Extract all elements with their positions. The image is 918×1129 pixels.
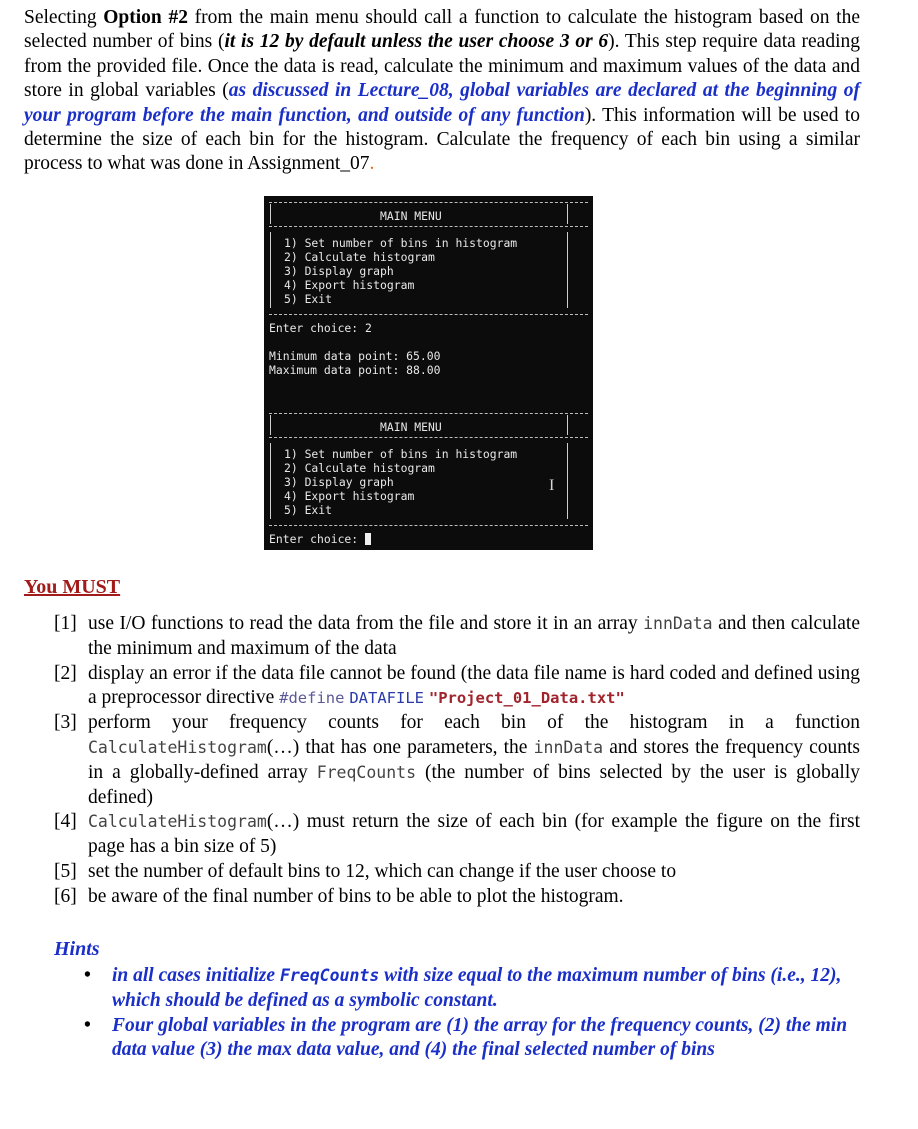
- requirement-text: (the number of bins selected by the user is globally defined): [88, 761, 861, 808]
- menu-border-left: [270, 232, 271, 308]
- requirement-text: set the number of default bins to 12, which can change if the user choose to: [88, 860, 677, 882]
- menu-item: 3) Display graph: [284, 475, 394, 489]
- terminal-screenshot: [264, 196, 593, 550]
- requirements-list: [54, 612, 860, 910]
- menu-item: 4) Export histogram: [284, 278, 415, 292]
- code-calculate-histogram: CalculateHistogram: [88, 737, 267, 757]
- menu-title: MAIN MENU: [380, 209, 442, 223]
- menu-border-right: [567, 443, 568, 519]
- menu-item: 2) Calculate histogram: [284, 250, 435, 264]
- requirement-number: [6]: [54, 885, 77, 907]
- menu-border-left: [270, 443, 271, 519]
- requirement-text: and then calculate the minimum and maximum of the data: [88, 613, 860, 659]
- intro-text: from the main menu should call a function to calculate the histogram based on the selected number of bins (: [24, 7, 860, 53]
- intro-paragraph: [24, 6, 860, 177]
- menu-item: 5) Exit: [284, 503, 333, 517]
- requirement-item: [54, 612, 860, 662]
- code-calculate-histogram: CalculateHistogram: [88, 812, 267, 832]
- code-innData: innData: [643, 614, 713, 633]
- requirement-item: [54, 860, 860, 885]
- code-freqcounts: FreqCounts: [279, 966, 380, 985]
- hints-heading: Hints: [54, 938, 100, 960]
- code-freqcounts: FreqCounts: [316, 762, 417, 782]
- menu-item: 2) Calculate histogram: [284, 461, 435, 475]
- you-must-heading: You MUST: [24, 576, 121, 598]
- hint-text: Four global variables in the program are (1) the array for the frequency counts, (2) the min data value (3) the max data value, and (4) the final selected number of bins: [112, 1014, 848, 1061]
- menu-border-top: [269, 413, 588, 414]
- hints-list: [84, 964, 864, 1063]
- prompt-text: Enter choice:: [269, 532, 366, 546]
- option-label: Option #2: [103, 7, 188, 28]
- requirement-number: [2]: [54, 662, 77, 684]
- menu-border-right: [567, 204, 568, 224]
- hint-item: [84, 964, 864, 1014]
- text-cursor-icon: I: [549, 477, 555, 494]
- min-data-line: Minimum data point: 65.00: [269, 349, 441, 363]
- requirement-number: [4]: [54, 811, 77, 833]
- menu-border-bottom: [269, 525, 588, 526]
- requirement-text: (…) must return the size of each bin (for example the figure on the first page has a bin size of 5): [88, 811, 860, 858]
- hint-item: [84, 1014, 864, 1064]
- menu-item: 5) Exit: [284, 292, 333, 306]
- code-define: #define: [279, 689, 345, 708]
- menu-border-bottom: [269, 314, 588, 315]
- requirement-number: [5]: [54, 860, 77, 882]
- menu-divider: [269, 226, 588, 227]
- requirement-text: perform your frequency counts for each bin of the histogram in a function: [88, 712, 860, 734]
- hint-text: in all cases initialize: [112, 965, 280, 986]
- block-cursor-icon: [365, 533, 371, 545]
- menu-border-left: [270, 415, 271, 435]
- requirement-item: [54, 810, 860, 860]
- max-data-line: Maximum data point: 88.00: [269, 363, 441, 377]
- menu-item: 3) Display graph: [284, 264, 394, 278]
- menu-border-right: [567, 232, 568, 308]
- intro-period: .: [369, 153, 375, 175]
- bullet-icon: •: [84, 965, 91, 986]
- requirement-text: be aware of the final number of bins to be able to plot the histogram.: [88, 885, 624, 907]
- menu-item: 4) Export histogram: [284, 489, 415, 503]
- intro-text: Selecting: [24, 7, 104, 28]
- menu-title: MAIN MENU: [380, 420, 442, 434]
- requirement-item: [54, 885, 860, 910]
- intro-text: ). This information will be used to determine the size of each bin for the histogram. Calculate the frequency of each bin using a similar process to what was done in Assignment_07: [24, 104, 860, 175]
- code-filename-string: "Project_01_Data.txt": [428, 689, 625, 708]
- prompt-line: [269, 532, 371, 546]
- requirement-text: display an error if the data file cannot be found (the data file name is hard coded and defined using a preprocessor directive: [88, 662, 860, 709]
- requirement-item: [54, 711, 860, 810]
- bullet-icon: •: [84, 1014, 91, 1036]
- requirement-text: (…) that has one parameters, the: [266, 736, 534, 758]
- menu-item: 1) Set number of bins in histogram: [284, 236, 518, 250]
- menu-item: 1) Set number of bins in histogram: [284, 447, 518, 461]
- menu-border-right: [567, 415, 568, 435]
- global-variables-note: as discussed in Lecture_08, global variables are declared at the beginning of your program before the main function, and outside of any function: [24, 80, 860, 126]
- code-innData: innData: [533, 737, 604, 757]
- requirement-item: [54, 662, 860, 712]
- menu-divider: [269, 437, 588, 438]
- prompt-line: Enter choice: 2: [269, 321, 372, 335]
- default-bins-note: it is 12 by default unless the user choose 3 or 6: [224, 31, 609, 53]
- menu-border-top: [269, 202, 588, 203]
- code-datafile: DATAFILE: [349, 689, 424, 708]
- requirement-number: [3]: [54, 712, 77, 734]
- requirement-number: [1]: [54, 613, 77, 634]
- requirement-text: and stores the frequency counts in a globally-defined array: [88, 736, 861, 783]
- menu-border-left: [270, 204, 271, 224]
- requirement-text: use I/O functions to read the data from the file and store it in an array: [88, 613, 644, 634]
- hint-text: with size equal to the maximum number of bins (i.e., 12), which should be defined as a symbolic constant.: [112, 965, 842, 1011]
- intro-text: ). This step require data reading from the provided file. Once the data is read, calculate the minimum and maximum values of the data and store in global variables (: [24, 31, 861, 102]
